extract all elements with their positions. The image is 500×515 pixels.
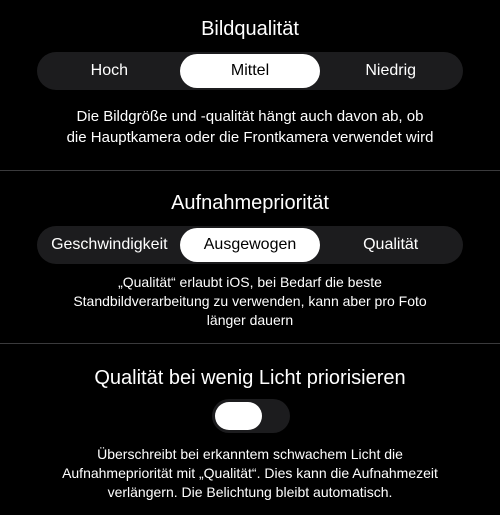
image-quality-option-hoch[interactable]: Hoch xyxy=(90,62,129,79)
capture-priority-description xyxy=(20,273,480,330)
image-quality-description-line: die Hauptkamera oder die Frontkamera verwendet wird xyxy=(66,129,434,146)
image-quality-description xyxy=(20,106,480,148)
capture-priority-title: Aufnahmepriorität xyxy=(171,192,329,214)
capture-priority-option-qualitaet[interactable]: Qualität xyxy=(363,236,419,253)
capture-priority-segmented-control xyxy=(37,226,463,264)
section-divider xyxy=(0,170,500,171)
image-quality-title: Bildqualität xyxy=(201,18,299,40)
low-light-description-line: verlängern. Die Belichtung bleibt automatisch. xyxy=(107,484,393,500)
low-light-toggle[interactable] xyxy=(212,399,290,433)
low-light-description-line: Überschreibt bei erkanntem schwachem Licht die xyxy=(97,446,403,462)
section-divider xyxy=(0,343,500,344)
capture-priority-description-line: Standbildverarbeitung zu verwenden, kann aber pro Foto xyxy=(73,293,427,309)
low-light-description xyxy=(20,445,480,502)
low-light-title: Qualität bei wenig Licht priorisieren xyxy=(94,367,406,389)
capture-priority-option-geschwindigkeit[interactable]: Geschwindigkeit xyxy=(51,236,168,253)
image-quality-option-niedrig[interactable]: Niedrig xyxy=(365,62,417,79)
capture-priority-description-line: „Qualität“ erlaubt iOS, bei Bedarf die beste xyxy=(118,274,382,290)
capture-priority-description-line: länger dauern xyxy=(206,312,294,328)
image-quality-option-mittel[interactable]: Mittel xyxy=(180,54,321,88)
low-light-description-line: Aufnahmepriorität mit „Qualität“. Dies kann die Aufnahmezeit xyxy=(62,465,438,481)
capture-priority-option-ausgewogen[interactable]: Ausgewogen xyxy=(180,228,321,262)
toggle-knob xyxy=(215,402,262,430)
image-quality-description-line: Die Bildgröße und -qualität hängt auch davon ab, ob xyxy=(76,108,424,125)
image-quality-segmented-control xyxy=(37,52,463,90)
